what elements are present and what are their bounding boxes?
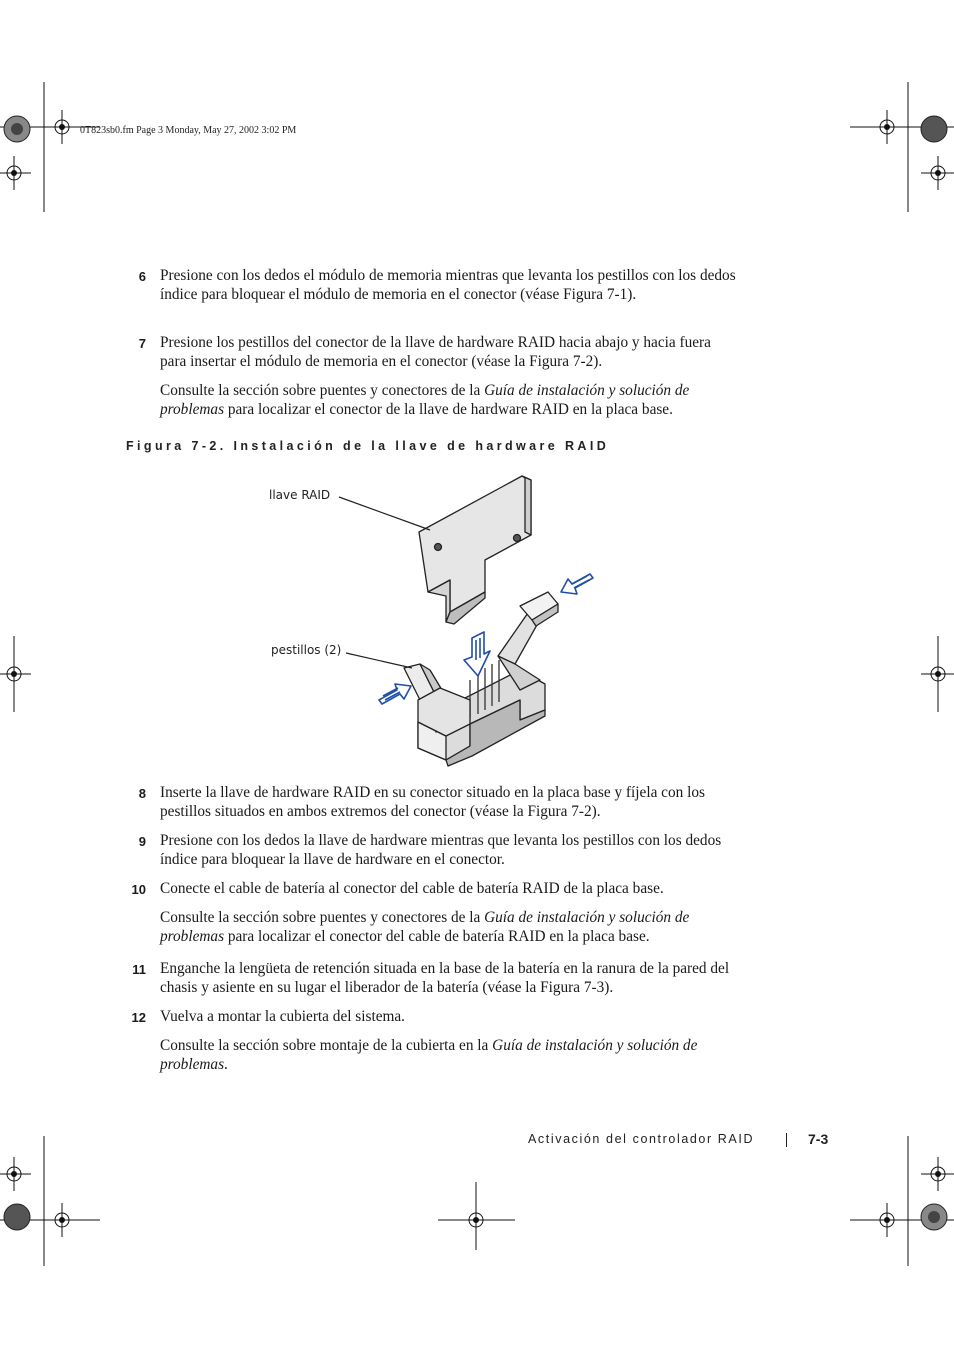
step-text: Vuelva a montar la cubierta del sistema. [160, 1008, 406, 1025]
raid-key-card [419, 476, 531, 624]
step-number: 11 [132, 962, 146, 977]
arrow-down-key [464, 632, 490, 676]
note-text: para localizar el conector de la llave de hardware RAID en la placa base. [224, 401, 673, 418]
right-latch [498, 592, 558, 690]
figure-caption: Figura 7-2. Instalación de la llave de hardware RAID [126, 439, 610, 453]
arrow-left-latch [379, 684, 411, 704]
note-text: Consulte la sección sobre montaje de la cubierta en la [160, 1037, 493, 1054]
note-text: para localizar el conector del cable de batería RAID en la placa base. [224, 928, 650, 945]
step-number: 9 [138, 834, 146, 849]
note-paragraph-3 [160, 1036, 740, 1074]
callout-latches: pestillos (2) [271, 643, 342, 657]
step-number: 12 [131, 1010, 146, 1025]
footer-chapter-title: Activación del controlador RAID [528, 1132, 755, 1146]
arrow-right-latch [561, 574, 593, 594]
left-latch [404, 664, 470, 736]
page-number: 7-3 [808, 1131, 829, 1147]
note-text: . [224, 1056, 228, 1073]
footer-separator [786, 1133, 787, 1147]
step-9 [138, 831, 740, 869]
note-paragraph-2 [160, 908, 740, 946]
guide-title: Guía de instalación y solución de problemas [160, 909, 690, 945]
step-text: Inserte la llave de hardware RAID en su conector situado en la placa base y fíjela con los pestillos situados en ambos extremos del conector (véase la Figura 7-2). [160, 784, 705, 820]
step-text: Enganche la lengüeta de retención situada en la base de la batería en la ranura de la pared del chasis y asiente en su lugar el liberador de la batería (véase la Figura 7-3). [160, 960, 730, 996]
callout-raid-key: llave RAID [269, 488, 331, 502]
step-text: Presione los pestillos del conector de la llave de hardware RAID hacia abajo y hacia fuera para insertar el módulo de memoria en el conector (véase la Figura 7-2). [160, 334, 711, 370]
note-text: Consulte la sección sobre puentes y conectores de la [160, 909, 485, 926]
step-text: Presione con los dedos el módulo de memoria mientras que levanta los pestillos con los dedos índice para bloquear el módulo de memoria en el conector (véase Figura 7-1). [160, 267, 736, 303]
note-text: Consulte la sección sobre puentes y conectores de la [160, 382, 485, 399]
step-12 [131, 1007, 740, 1026]
step-10 [131, 879, 740, 898]
guide-title: Guía de instalación y solución de problemas [160, 1037, 698, 1073]
step-number: 8 [138, 786, 146, 801]
step-number: 10 [131, 882, 146, 897]
file-info-header: 0T823sb0.fm Page 3 Monday, May 27, 2002 3:02 PM [80, 125, 297, 136]
step-number: 6 [138, 269, 146, 284]
step-text: Presione con los dedos la llave de hardware mientras que levanta los pestillos con los dedos índice para bloquear la llave de hardware en el conector. [160, 832, 722, 868]
step-text: Conecte el cable de batería al conector del cable de batería RAID de la placa base. [160, 880, 664, 897]
step-number: 7 [138, 336, 146, 351]
step-8 [138, 783, 740, 821]
guide-title: Guía de instalación y solución de problemas [160, 382, 690, 418]
step-11 [132, 959, 740, 997]
